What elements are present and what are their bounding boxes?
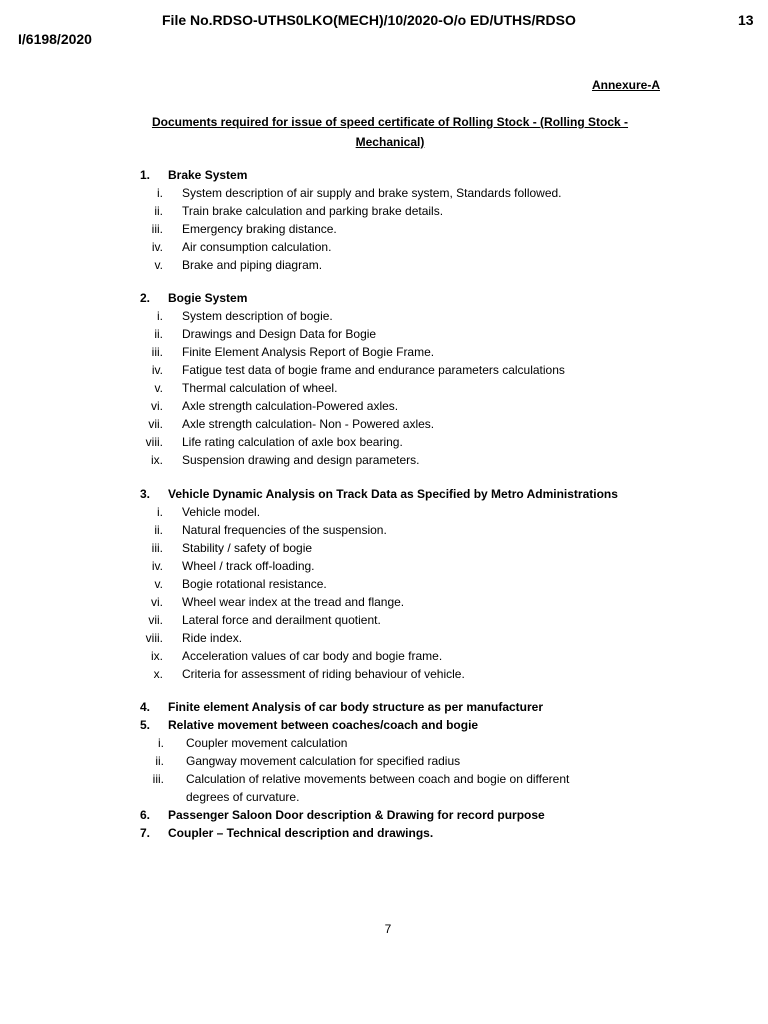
- list-item: Lateral force and derailment quotient.: [182, 613, 381, 627]
- item-numeral: i.: [157, 309, 163, 323]
- list-item: Emergency braking distance.: [182, 222, 337, 236]
- file-number-continued: I/6198/2020: [18, 31, 92, 47]
- list-item: Calculation of relative movements between coach and bogie on different: [186, 772, 570, 786]
- item-numeral: v.: [154, 381, 163, 395]
- list-item: Acceleration values of car body and bogie frame.: [182, 649, 443, 663]
- list-item: Life rating calculation of axle box bearing.: [182, 435, 403, 449]
- list-item: Natural frequencies of the suspension.: [182, 523, 387, 537]
- document-title-line: Documents required for issue of speed certificate of Rolling Stock - (Rolling Stock -: [151, 115, 629, 129]
- list-item: Criteria for assessment of riding behaviour of vehicle.: [182, 667, 465, 681]
- list-item: Air consumption calculation.: [182, 240, 332, 254]
- list-item: Drawings and Design Data for Bogie: [182, 327, 377, 341]
- item-numeral: iv.: [151, 363, 163, 377]
- item-numeral: iii.: [152, 772, 164, 786]
- list-item: Axle strength calculation-Powered axles.: [182, 399, 399, 413]
- item-numeral: i.: [157, 186, 163, 200]
- item-numeral: i.: [157, 505, 163, 519]
- section-number: 4.: [140, 700, 151, 714]
- list-item: Ride index.: [182, 631, 243, 645]
- item-numeral: vi.: [151, 595, 163, 609]
- section-number: 2.: [140, 291, 151, 305]
- list-item: Stability / safety of bogie: [182, 541, 313, 555]
- item-numeral: ii.: [154, 327, 163, 341]
- item-numeral: vii.: [148, 417, 163, 431]
- section-number: 6.: [140, 808, 151, 822]
- section-number: 3.: [140, 487, 151, 501]
- item-numeral: ii.: [154, 204, 163, 218]
- item-numeral: iii.: [151, 222, 163, 236]
- item-numeral: ii.: [154, 523, 163, 537]
- list-item: System description of air supply and brake system, Standards followed.: [182, 186, 562, 200]
- section-title: Bogie System: [168, 291, 248, 305]
- item-numeral: i.: [158, 736, 164, 750]
- item-numeral: iii.: [151, 541, 163, 555]
- section-number: 5.: [140, 718, 151, 732]
- section-title: Relative movement between coaches/coach and bogie: [168, 718, 479, 732]
- section-title: Brake System: [168, 168, 248, 182]
- list-item: Brake and piping diagram.: [182, 258, 323, 272]
- list-item: Suspension drawing and design parameters.: [182, 453, 420, 467]
- list-item: Gangway movement calculation for specified radius: [186, 754, 461, 768]
- list-item: Wheel / track off-loading.: [182, 559, 315, 573]
- list-item: Thermal calculation of wheel.: [182, 381, 338, 395]
- list-item: Coupler movement calculation: [186, 736, 348, 750]
- item-numeral: ix.: [151, 649, 163, 663]
- file-number: File No.RDSO-UTHS0LKO(MECH)/10/2020-O/o ED/UTHS/RDSO: [162, 12, 576, 28]
- item-numeral: v.: [154, 577, 163, 591]
- section-title: Passenger Saloon Door description & Drawing for record purpose: [168, 808, 545, 822]
- list-item: degrees of curvature.: [186, 790, 300, 804]
- item-numeral: ix.: [151, 453, 163, 467]
- list-item: Train brake calculation and parking brake details.: [182, 204, 444, 218]
- section-title: Finite element Analysis of car body structure as per manufacturer: [168, 700, 543, 714]
- item-numeral: vi.: [151, 399, 163, 413]
- page-number: 13: [738, 12, 754, 28]
- annexure-label: Annexure-A: [591, 78, 660, 92]
- section-number: 1.: [140, 168, 151, 182]
- section-number: 7.: [140, 826, 151, 840]
- list-item: Axle strength calculation- Non - Powered axles.: [182, 417, 435, 431]
- footer-page-number: 7: [384, 922, 392, 936]
- item-numeral: vii.: [148, 613, 163, 627]
- item-numeral: viii.: [145, 631, 163, 645]
- item-numeral: iv.: [151, 559, 163, 573]
- item-numeral: iv.: [151, 240, 163, 254]
- item-numeral: ii.: [155, 754, 164, 768]
- item-numeral: viii.: [145, 435, 163, 449]
- list-item: Wheel wear index at the tread and flange.: [182, 595, 405, 609]
- list-item: Finite Element Analysis Report of Bogie Frame.: [182, 345, 435, 359]
- section-title: Vehicle Dynamic Analysis on Track Data as Specified by Metro Administrations: [168, 487, 618, 501]
- item-numeral: v.: [154, 258, 163, 272]
- list-item: Vehicle model.: [182, 505, 261, 519]
- item-numeral: iii.: [151, 345, 163, 359]
- section-title: Coupler – Technical description and drawings.: [168, 826, 434, 840]
- item-numeral: x.: [153, 667, 163, 681]
- document-title-line: Mechanical): [355, 135, 425, 149]
- list-item: System description of bogie.: [182, 309, 333, 323]
- list-item: Bogie rotational resistance.: [182, 577, 327, 591]
- list-item: Fatigue test data of bogie frame and endurance parameters calculations: [182, 363, 565, 377]
